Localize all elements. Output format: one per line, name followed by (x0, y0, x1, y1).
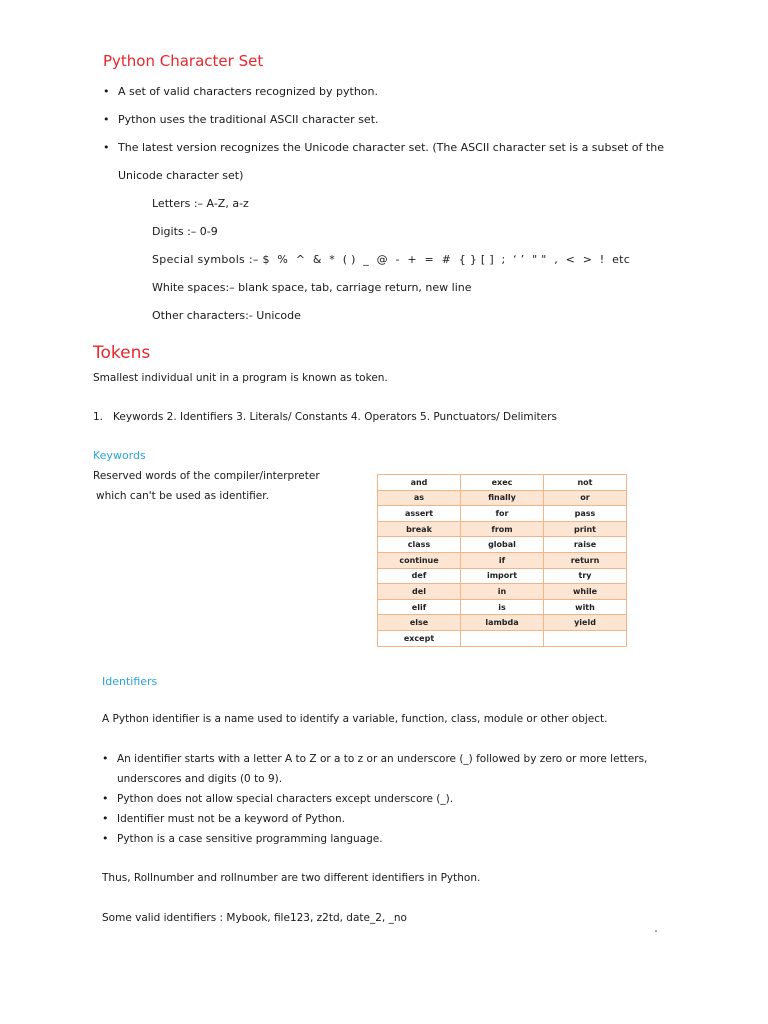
table-cell: print (544, 521, 627, 537)
bullet-text-continued: underscores and digits (0 to 9). (117, 773, 283, 785)
bullet-icon: • (103, 141, 110, 154)
table-cell: while (544, 584, 627, 600)
table-cell: assert (378, 506, 461, 522)
tokens-intro: Smallest individual unit in a program is known as token. (93, 372, 388, 384)
identifiers-heading: Identifiers (102, 675, 158, 688)
table-cell: else (378, 615, 461, 631)
table-cell: pass (544, 506, 627, 522)
table-cell: del (378, 584, 461, 600)
table-cell: return (544, 552, 627, 568)
table-cell: finally (461, 490, 544, 506)
table-cell: global (461, 537, 544, 553)
table-cell: lambda (461, 615, 544, 631)
table-cell: from (461, 521, 544, 537)
identifiers-example-case: Thus, Rollnumber and rollnumber are two different identifiers in Python. (102, 872, 481, 884)
bullet-icon: • (102, 812, 109, 825)
table-cell: for (461, 506, 544, 522)
table-row (378, 490, 627, 506)
bullet-text: Python does not allow special characters except underscore (_). (117, 793, 454, 805)
table-cell: with (544, 599, 627, 615)
table-cell: exec (461, 475, 544, 491)
table-cell: yield (544, 615, 627, 631)
keywords-heading: Keywords (93, 449, 146, 462)
table-row (378, 552, 627, 568)
table-cell: except (378, 630, 461, 646)
table-cell: def (378, 568, 461, 584)
digits-item: Digits :– 0-9 (152, 225, 218, 238)
bullet-text: Python is a case sensitive programming language. (117, 833, 383, 845)
table-row (378, 599, 627, 615)
table-row (378, 475, 627, 491)
bullet-icon: • (103, 113, 110, 126)
keywords-table (377, 474, 627, 647)
table-cell: not (544, 475, 627, 491)
bullet-icon: • (103, 85, 110, 98)
table-cell: or (544, 490, 627, 506)
white-spaces-item: White spaces:– blank space, tab, carriage return, new line (152, 281, 472, 294)
section-title-character-set: Python Character Set (103, 52, 264, 70)
stray-dot (655, 930, 657, 932)
tokens-list: 1. Keywords 2. Identifiers 3. Literals/ Constants 4. Operators 5. Punctuators/ Delimiters (93, 411, 557, 423)
identifiers-intro: A Python identifier is a name used to identify a variable, function, class, module or other object. (102, 713, 608, 725)
bullet-icon: • (102, 832, 109, 845)
bullet-text-continued: Unicode character set) (118, 169, 244, 182)
keywords-desc-line2: which can't be used as identifier. (96, 490, 269, 502)
table-cell: if (461, 552, 544, 568)
table-cell: is (461, 599, 544, 615)
bullet-text: The latest version recognizes the Unicode character set. (The ASCII character set is a subset of the (118, 141, 664, 154)
table-cell: elif (378, 599, 461, 615)
table-cell: raise (544, 537, 627, 553)
table-row (378, 506, 627, 522)
bullet-text: An identifier starts with a letter A to Z or a to z or an underscore (_) followed by zero or more letters, (117, 753, 648, 765)
section-title-tokens: Tokens (93, 343, 151, 363)
table-cell: and (378, 475, 461, 491)
table-cell: import (461, 568, 544, 584)
table-cell: break (378, 521, 461, 537)
table-row (378, 615, 627, 631)
other-characters-item: Other characters:- Unicode (152, 309, 301, 322)
letters-item: Letters :– A-Z, a-z (152, 197, 249, 210)
bullet-icon: • (102, 792, 109, 805)
table-row (378, 568, 627, 584)
table-cell: as (378, 490, 461, 506)
identifiers-valid-examples: Some valid identifiers : Mybook, file123, z2td, date_2, _no (102, 912, 407, 924)
table-row (378, 630, 627, 646)
table-cell (544, 630, 627, 646)
table-row (378, 584, 627, 600)
table-cell: continue (378, 552, 461, 568)
bullet-text: Python uses the traditional ASCII character set. (118, 113, 379, 126)
table-row (378, 537, 627, 553)
keywords-desc-line1: Reserved words of the compiler/interpreter (93, 470, 320, 482)
table-row (378, 521, 627, 537)
table-cell: class (378, 537, 461, 553)
table-cell (461, 630, 544, 646)
table-cell: try (544, 568, 627, 584)
bullet-text: Identifier must not be a keyword of Python. (117, 813, 345, 825)
table-cell: in (461, 584, 544, 600)
bullet-icon: • (102, 752, 109, 765)
bullet-text: A set of valid characters recognized by python. (118, 85, 378, 98)
special-symbols-item: Special symbols :– $ % ^ & * ( ) _ @ - + = # { } [ ] ; ‘ ’ " " , < > ! etc (152, 253, 631, 266)
